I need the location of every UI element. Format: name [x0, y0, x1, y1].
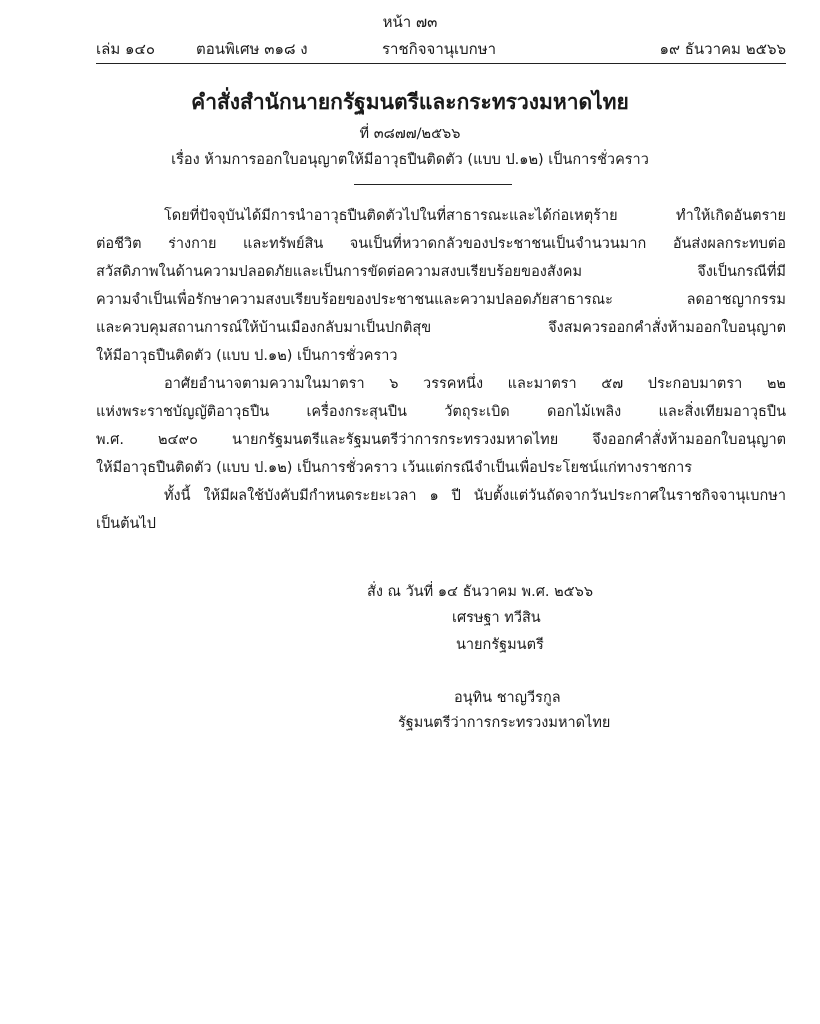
signing-date: สั่ง ณ วันที่ ๑๔ ธันวาคม พ.ศ. ๒๕๖๖ — [367, 584, 594, 600]
paragraph-line: ต่อชีวิต ร่างกาย และทรัพย์สิน จนเป็นที่หวาดกลัวของประชาชนเป็นจำนวนมาก อันส่งผลกระทบต่อ — [96, 236, 786, 252]
page-number: หน้า ๗๓ — [382, 13, 438, 31]
signer-prime-minister-title: นายกรัฐมนตรี — [456, 637, 544, 653]
document-title: คำสั่งสำนักนายกรัฐมนตรีและกระทรวงมหาดไทย — [191, 90, 629, 114]
paragraph-line: ความจำเป็นเพื่อรักษาความสงบเรียบร้อยของประชาชนและความปลอดภัยสาธารณะ ลดอาชญากรรม — [96, 292, 786, 308]
header-divider — [96, 63, 786, 64]
paragraph-line: โดยที่ปัจจุบันได้มีการนำอาวุธปืนติดตัวไปในที่สาธารณะและได้ก่อเหตุร้าย ทำให้เกิดอันตราย — [164, 208, 786, 224]
paragraph-line: ทั้งนี้ ให้มีผลใช้บังคับมีกำหนดระยะเวลา ๑ ปี นับตั้งแต่วันถัดจากวันประกาศในราชกิจจานุเบกษา — [164, 488, 786, 504]
paragraph-line: ให้มีอาวุธปืนติดตัว (แบบ ป.๑๒) เป็นการชั่วคราว — [96, 348, 398, 364]
publication-date: ๑๙ ธันวาคม ๒๕๖๖ — [659, 40, 786, 58]
paragraph-line: เป็นต้นไป — [96, 516, 156, 532]
paragraph-line: และควบคุมสถานการณ์ให้บ้านเมืองกลับมาเป็นปกติสุข จึงสมควรออกคำสั่งห้ามออกใบอนุญาต — [96, 320, 786, 336]
order-number: ที่ ๓๘๗๗/๒๕๖๖ — [359, 126, 461, 142]
paragraph-authority — [96, 370, 786, 482]
gazette-header — [96, 37, 786, 59]
paragraph-effective — [96, 482, 786, 538]
subject-divider — [354, 184, 512, 185]
volume-label: เล่ม ๑๔๐ — [96, 40, 156, 58]
paragraph-preamble — [96, 202, 786, 370]
paragraph-line: พ.ศ. ๒๔๙๐ นายกรัฐมนตรีและรัฐมนตรีว่าการกระทรวงมหาดไทย จึงออกคำสั่งห้ามออกใบอนุญาต — [96, 432, 786, 448]
paragraph-line: ให้มีอาวุธปืนติดตัว (แบบ ป.๑๒) เป็นการชั่วคราว เว้นแต่กรณีจำเป็นเพื่อประโยชน์แก่ทางราชการ — [96, 460, 693, 476]
paragraph-line: สวัสดิภาพในด้านความปลอดภัยและเป็นการขัดต่อความสงบเรียบร้อยของสังคม จึงเป็นกรณีที่มี — [96, 264, 786, 280]
signer-interior-minister-name: อนุทิน ชาญวีรกูล — [454, 690, 561, 706]
paragraph-line: แห่งพระราชบัญญัติอาวุธปืน เครื่องกระสุนปืน วัตถุระเบิด ดอกไม้เพลิง และสิ่งเทียมอาวุธปืน — [96, 404, 786, 420]
paragraph-line: อาศัยอำนาจตามความในมาตรา ๖ วรรคหนึ่ง และมาตรา ๕๗ ประกอบมาตรา ๒๒ — [164, 376, 786, 392]
issue-label: ตอนพิเศษ ๓๑๘ ง — [196, 40, 308, 58]
document-subject: เรื่อง ห้ามการออกใบอนุญาตให้มีอาวุธปืนติดตัว (แบบ ป.๑๒) เป็นการชั่วคราว — [171, 152, 649, 168]
gazette-name: ราชกิจจานุเบกษา — [382, 40, 497, 58]
signer-interior-minister-title: รัฐมนตรีว่าการกระทรวงมหาดไทย — [398, 715, 611, 731]
signer-prime-minister-name: เศรษฐา ทวีสิน — [452, 610, 541, 626]
